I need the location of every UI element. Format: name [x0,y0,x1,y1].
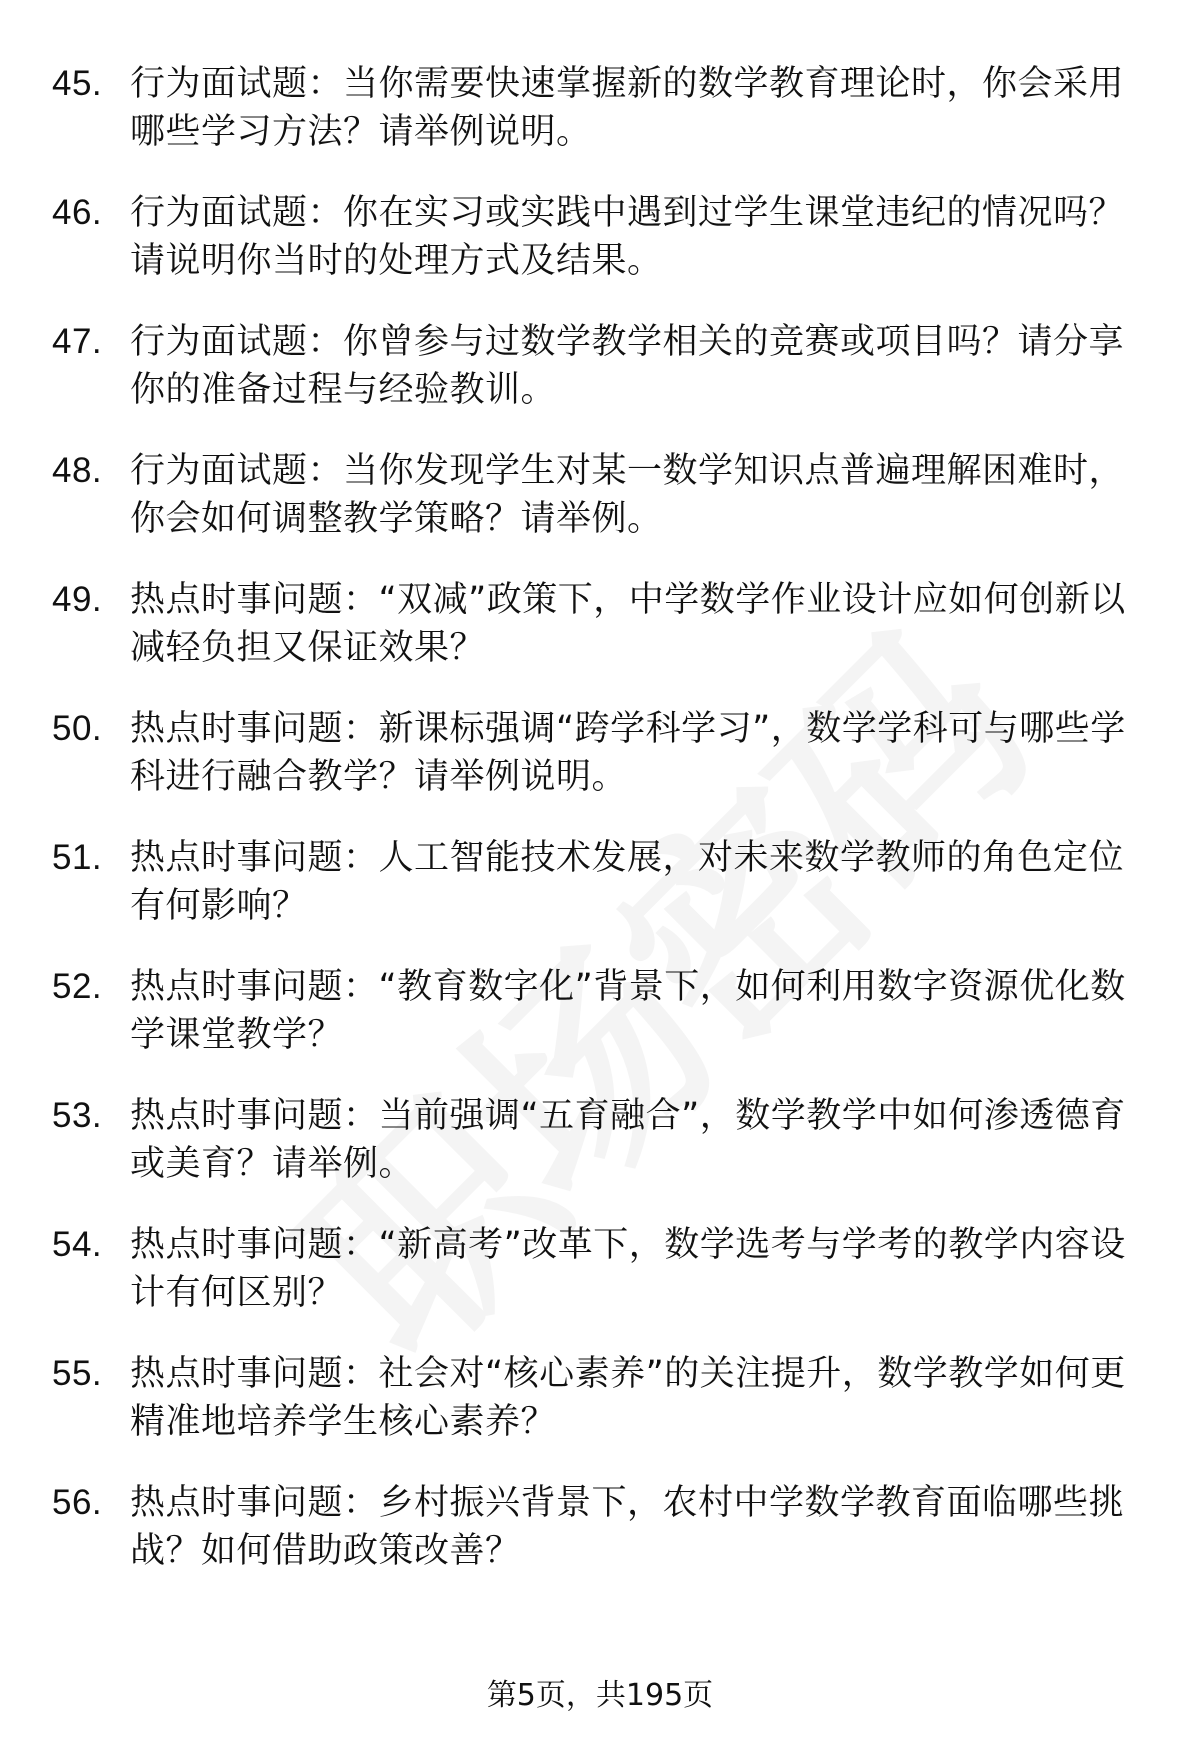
question-number: 50. [52,709,103,748]
question-number: 53. [52,1096,103,1135]
question-number: 47. [52,322,103,361]
page-footer: 第5页，共195页 [486,1678,714,1713]
question-number: 51. [52,838,103,877]
question-item [52,705,1142,801]
question-text: 行为面试题：你曾参与过数学教学相关的竞赛或项目吗？请分享你的准备过程与经验教训。 [130,322,1125,410]
question-number: 49. [52,580,103,619]
question-text: 行为面试题：你在实习或实践中遇到过学生课堂违纪的情况吗？请说明你当时的处理方式及结果。 [130,193,1125,281]
question-number: 55. [52,1354,103,1393]
question-text: 热点时事问题：新课标强调“跨学科学习”，数学学科可与哪些学科进行融合教学？请举例说明。 [130,709,1126,797]
question-text: 行为面试题：当你需要快速掌握新的数学教育理论时，你会采用哪些学习方法？请举例说明。 [130,64,1125,152]
question-text: 热点时事问题：乡村振兴背景下，农村中学数学教育面临哪些挑战？如何借助政策改善？ [130,1483,1125,1571]
question-text: 热点时事问题：“教育数字化”背景下，如何利用数字资源优化数学课堂教学？ [130,967,1126,1055]
question-item [52,576,1142,672]
question-number: 46. [52,193,103,232]
question-number: 48. [52,451,103,490]
question-text: 热点时事问题：当前强调“五育融合”，数学教学中如何渗透德育或美育？请举例。 [130,1096,1126,1184]
question-number: 56. [52,1483,103,1522]
question-item [52,963,1142,1059]
question-number: 54. [52,1225,103,1264]
question-item [52,834,1142,930]
question-item [52,318,1142,414]
question-item [52,1350,1142,1446]
question-text: 热点时事问题：人工智能技术发展，对未来数学教师的角色定位有何影响？ [130,838,1125,926]
question-text: 热点时事问题：“双减”政策下，中学数学作业设计应如何创新以减轻负担又保证效果？ [130,580,1126,668]
question-text: 热点时事问题：社会对“核心素养”的关注提升，数学教学如何更精准地培养学生核心素养？ [130,1354,1126,1442]
question-list [52,60,1142,1608]
question-item [52,60,1142,156]
question-item [52,1092,1142,1188]
question-number: 45. [52,64,103,103]
question-item [52,189,1142,285]
question-text: 热点时事问题：“新高考”改革下，数学选考与学考的教学内容设计有何区别？ [130,1225,1126,1313]
question-number: 52. [52,967,103,1006]
question-item [52,1479,1142,1575]
question-item [52,447,1142,543]
question-text: 行为面试题：当你发现学生对某一数学知识点普遍理解困难时，你会如何调整教学策略？请举例。 [130,451,1125,539]
question-item [52,1221,1142,1317]
